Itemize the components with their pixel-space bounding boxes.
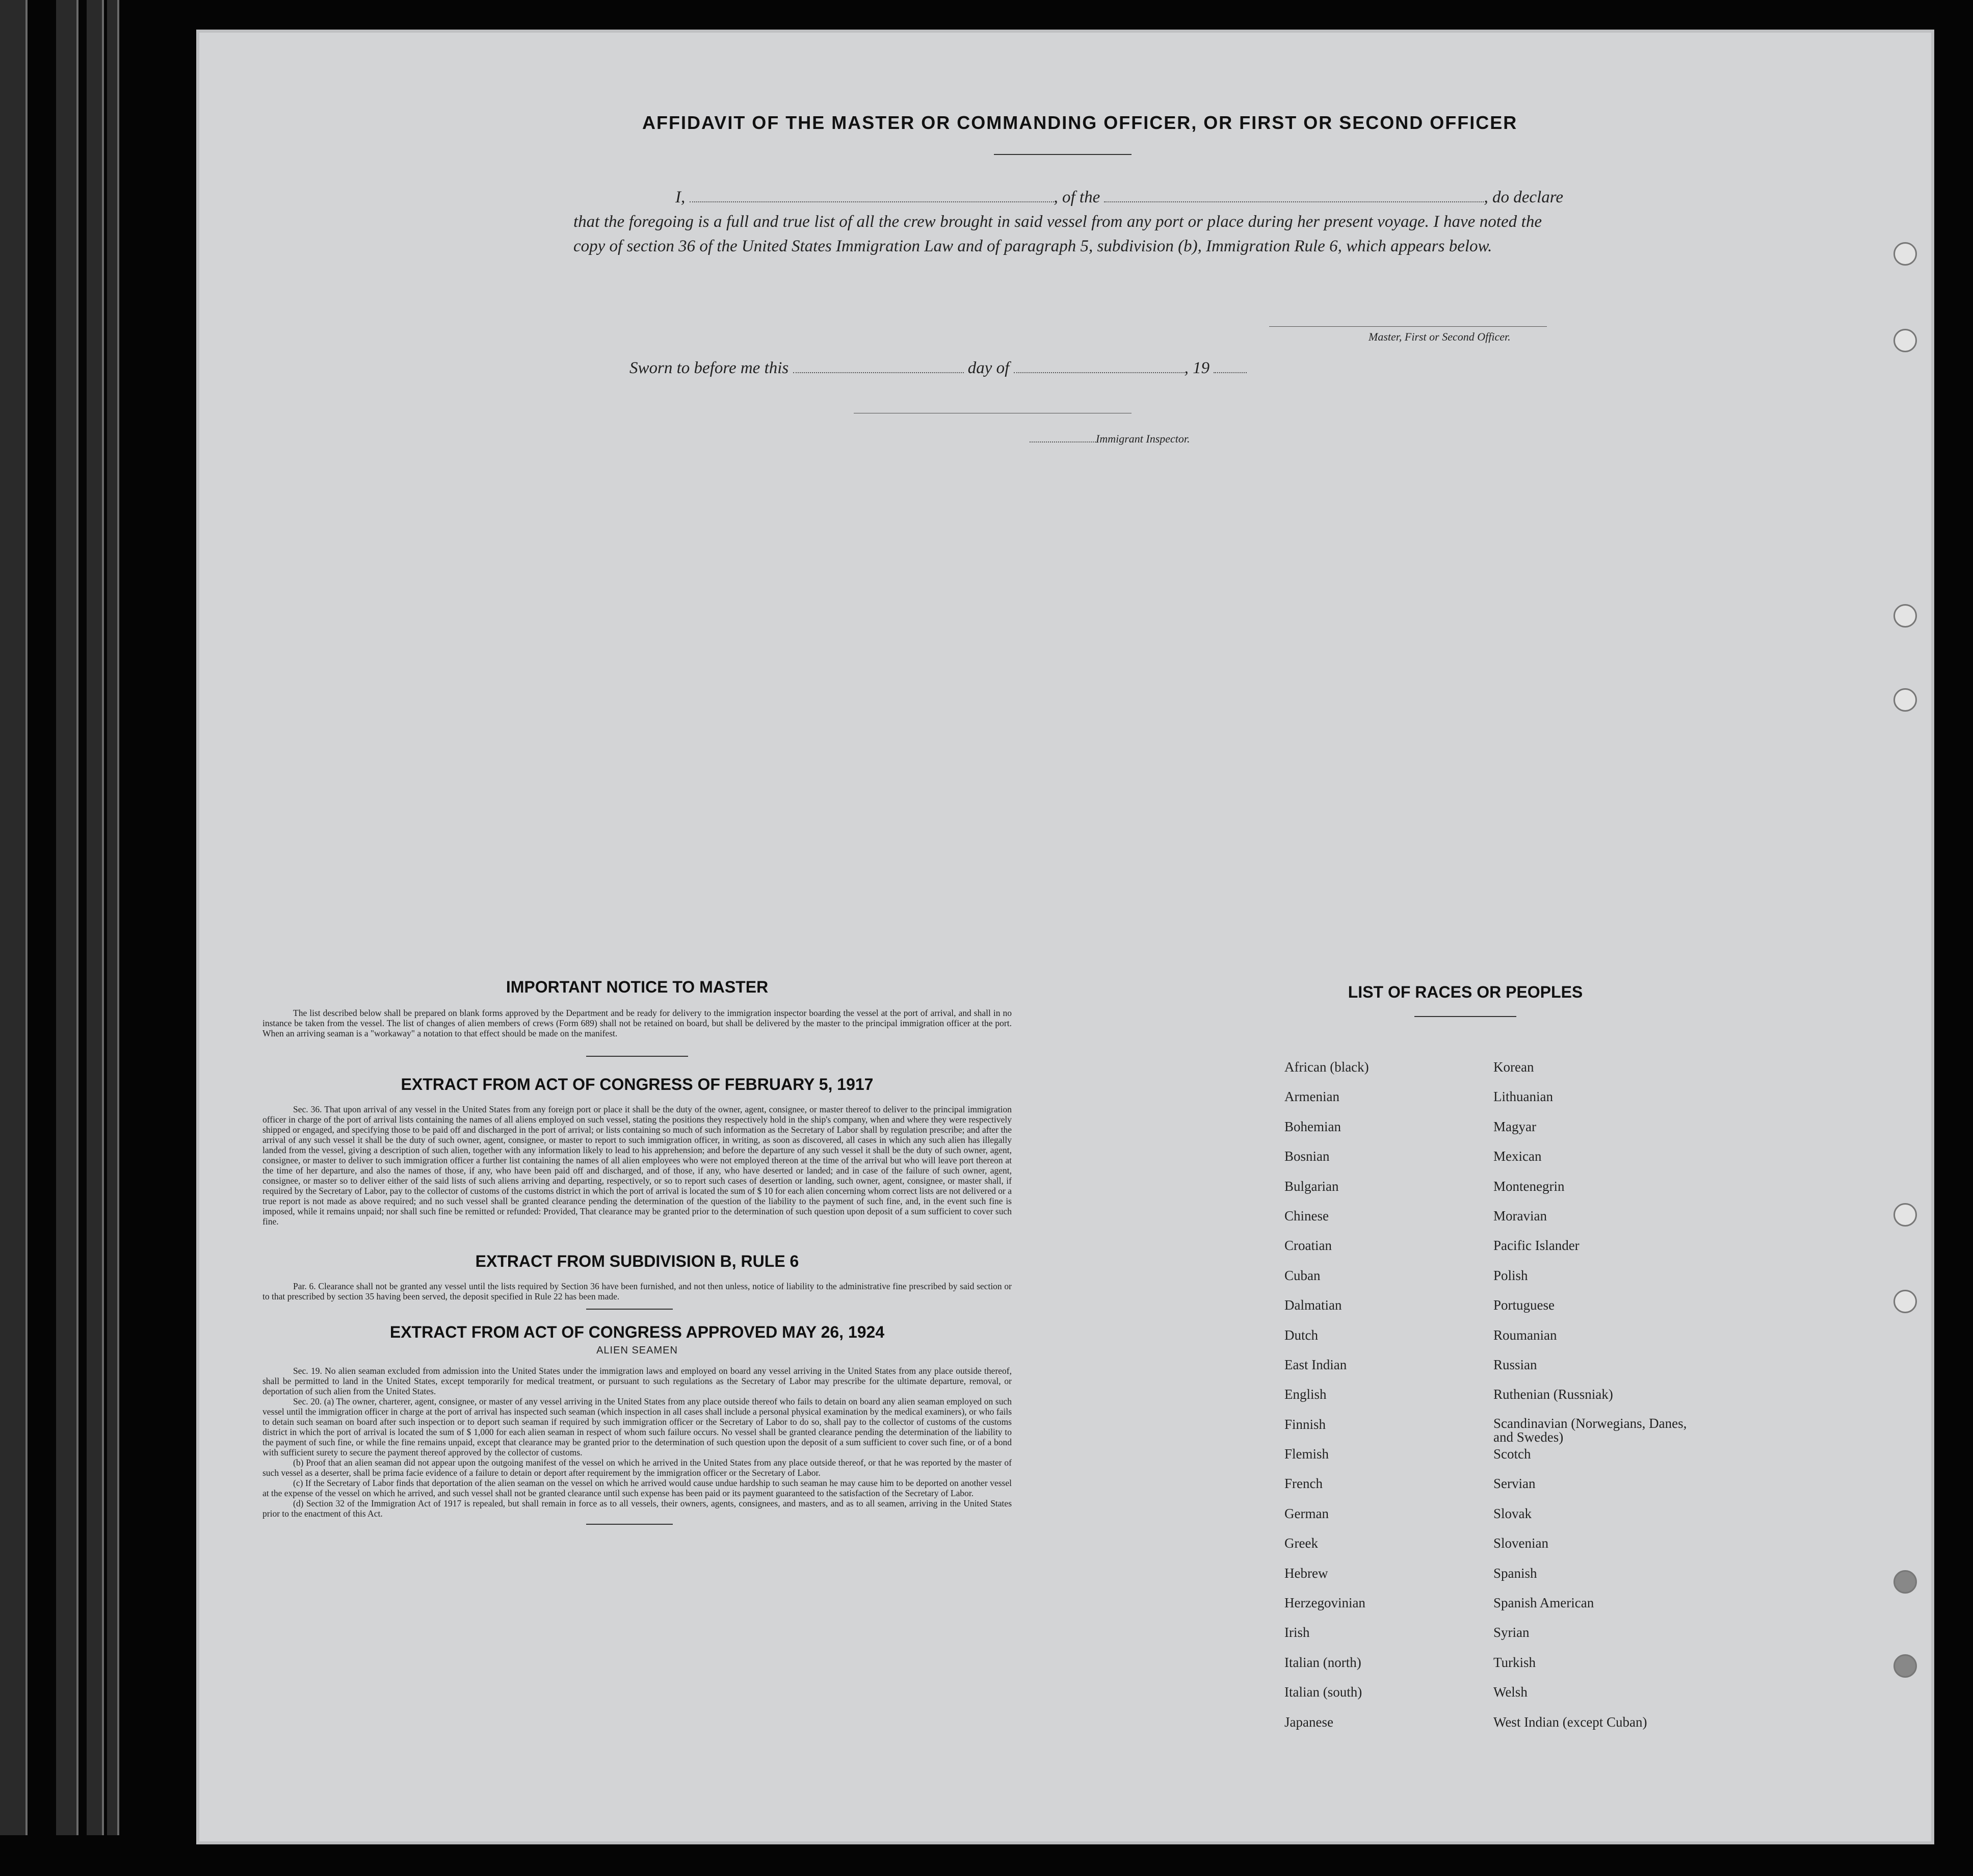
race-item: Flemish	[1284, 1446, 1329, 1462]
notice-text	[262, 1008, 1012, 1038]
sworn-month-blank[interactable]	[1014, 372, 1185, 373]
race-item: Slovak	[1493, 1505, 1532, 1521]
race-item: Polish	[1493, 1267, 1528, 1283]
race-item: Bosnian	[1284, 1149, 1330, 1164]
affidavit-body: that the foregoing is a full and true list of all the crew brought in said vessel from any port or place during her present voyage. I have noted the copy of section 36 of the United States Immigration Law and of paragraph 5, subdivision (b), Immigration Rule 6, which appears below.	[573, 213, 1542, 255]
punch-hole	[1893, 329, 1917, 352]
race-item: Slovenian	[1493, 1535, 1548, 1551]
race-item: Servian	[1493, 1476, 1536, 1492]
race-item: Spanish American	[1493, 1595, 1594, 1611]
extract-1924-paragraph: Sec. 19. No alien seaman excluded from admission into the United States under the immigration laws and employed on board any vessel arriving in the United States from any place outside thereof, shall be permitted to land in the United States, except temporarily for medical treatment, or pursuant to such regulations as the Secretary of Labor may prescribe for the ultimate departure, removal, or deportation of such alien from the United States.	[262, 1366, 1012, 1396]
of-the-label: , of the	[1054, 188, 1100, 206]
punch-hole	[1893, 242, 1917, 266]
binder-strip	[87, 0, 104, 1835]
name-blank[interactable]	[690, 201, 1054, 202]
vessel-blank[interactable]	[1104, 201, 1484, 202]
race-item: Italian (north)	[1284, 1654, 1361, 1670]
signature-label: Master, First or Second Officer.	[1369, 330, 1511, 343]
extract-1924-paragraph: (d) Section 32 of the Immigration Act of 1917 is repealed, but shall remain in force as to all vessels, their owners, agents, consignees, and masters, and as to all seamen, arriving in the United States prior to the enactment of this Act.	[262, 1498, 1012, 1519]
race-item: Finnish	[1284, 1416, 1326, 1432]
race-item: West Indian (except Cuban)	[1493, 1714, 1647, 1730]
extract-1924-text	[262, 1366, 1012, 1519]
punch-hole	[1893, 1290, 1917, 1313]
binder-strip	[0, 0, 28, 1835]
inspector-blank[interactable]	[1030, 441, 1096, 442]
rule6-text	[262, 1281, 1012, 1301]
notice-paragraph: The list described below shall be prepared on blank forms approved by the Department and be ready for delivery to the immigration inspector boarding the vessel at the port of arrival, and shall in no instance be taken from the vessel. The list of changes of alien members of crews (Form 689) shall not be retained on board, but shall be delivered by the master to the principal immigration officer at the port. When an arriving seaman is a "workaway" a notation to that effect should be made on the manifest.	[262, 1008, 1012, 1038]
race-item: English	[1284, 1387, 1327, 1402]
extract-1917-text	[262, 1104, 1012, 1227]
race-item: Turkish	[1493, 1654, 1536, 1670]
race-item: Mexican	[1493, 1149, 1542, 1164]
section-divider	[586, 1524, 673, 1525]
extract-1924-paragraph: (c) If the Secretary of Labor finds that deportation of the alien seaman on the vessel on which he arrived would cause undue hardship to such seaman he may cause him to be deported on another vessel at the expense of the vessel on which he arrived, and such vessel shall not be granted clearance until such expense has been paid or its payment guaranteed to the satisfaction of the Secretary of Labor.	[262, 1478, 1012, 1498]
alien-seamen-subheading: ALIEN SEAMEN	[596, 1345, 678, 1356]
race-item: Portuguese	[1493, 1297, 1555, 1313]
race-item: Russian	[1493, 1357, 1537, 1372]
race-item: Spanish	[1493, 1565, 1537, 1581]
punch-hole	[1893, 1654, 1917, 1678]
race-item: Moravian	[1493, 1208, 1547, 1223]
extract-1924-paragraph: (b) Proof that an alien seaman did not appear upon the outgoing manifest of the vessel on which he arrived in the United States from any place outside thereof, or that he was reported by the master of such vessel as a deserter, shall be prima facie evidence of a failure to detain or deport after requirement by the immigration officer or the Secretary of Labor.	[262, 1457, 1012, 1478]
race-item: Herzegovinian	[1284, 1595, 1365, 1611]
race-item: Italian (south)	[1284, 1684, 1362, 1700]
signature-line[interactable]	[1269, 326, 1547, 327]
races-column-1	[1284, 1059, 1369, 1744]
race-item: Magyar	[1493, 1118, 1536, 1134]
binder-strip	[56, 0, 78, 1835]
race-item: East Indian	[1284, 1357, 1347, 1372]
sworn-year-blank[interactable]	[1214, 372, 1247, 373]
race-item: Welsh	[1493, 1684, 1528, 1700]
sworn-line	[629, 356, 1292, 380]
races-column-2	[1493, 1059, 1697, 1744]
sworn-day-of: day of	[967, 359, 1010, 377]
race-item: Cuban	[1284, 1267, 1321, 1283]
rule6-heading: EXTRACT FROM SUBDIVISION B, RULE 6	[475, 1252, 799, 1270]
extract-1924-heading: EXTRACT FROM ACT OF CONGRESS APPROVED MAY 26, 1924	[389, 1323, 885, 1341]
punch-hole	[1893, 688, 1917, 712]
affidavit-title: AFFIDAVIT OF THE MASTER OR COMMANDING OFFICER, OR FIRST OR SECOND OFFICER	[642, 112, 1518, 133]
race-item: Bulgarian	[1284, 1178, 1339, 1194]
races-heading: LIST OF RACES OR PEOPLES	[1348, 983, 1583, 1001]
races-divider	[1414, 1016, 1516, 1017]
section-divider	[586, 1056, 688, 1057]
race-item: Greek	[1284, 1535, 1318, 1551]
legal-column	[262, 978, 1012, 1525]
sworn-day-blank[interactable]	[793, 372, 964, 373]
punch-hole	[1893, 1203, 1917, 1227]
race-item: Dutch	[1284, 1327, 1318, 1343]
race-item: Roumanian	[1493, 1327, 1557, 1343]
race-item: Croatian	[1284, 1238, 1332, 1254]
race-item: Hebrew	[1284, 1565, 1328, 1581]
do-declare-label: , do declare	[1484, 188, 1563, 206]
race-item: Pacific Islander	[1493, 1238, 1580, 1254]
race-item: Dalmatian	[1284, 1297, 1342, 1313]
punch-hole	[1893, 604, 1917, 628]
title-rule	[994, 154, 1132, 155]
race-item: Bohemian	[1284, 1118, 1341, 1134]
affidavit-declaration-line	[629, 185, 1743, 210]
i-label: I,	[675, 188, 686, 206]
rule6-paragraph: Par. 6. Clearance shall not be granted any vessel until the lists required by Section 36 have been furnished, and not then unless, notice of liability to the administrative fine prescribed by said section or to that prescribed by section 35 having been served, the deposit specified in Rule 22 has been made.	[262, 1281, 1012, 1301]
extract-1917-paragraph: Sec. 36. That upon arrival of any vessel in the United States from any foreign port or place it shall be the duty of the owner, agent, consignee, or master thereof to deliver to the principal immigration officer in charge of the port of arrival lists containing the names of all aliens employed on such vessel, stating the positions they respectively hold in the ship's company, when and where they were respectively shipped or engaged, and specifying those to be paid off and discharged in the port of arrival; or lists containing so much of such information as the Secretary of Labor shall by regulation prescribe; and after the arrival of any such vessel it shall be the duty of such owner, agent, consignee, or master to report to such immigration officer, in writing, as soon as discovered, all cases in which any such alien has illegally landed from the vessel, giving a description of such alien, together with any information likely to lead to his apprehension; and before the departure of any such vessel it shall be the duty of such owner, agent, consignee, or master to deliver to such immigration officer a further list containing the names of all alien employees who were not employed thereon at the time of the arrival but who will leave port thereon at the time of her departure, and also the names of those, if any, who have been paid off and discharged, and of those, if any, who have deserted or landed; and in case of the failure of such owner, agent, consignee, or master so to deliver either of the said lists of such aliens arriving and departing, respectively, or so to report such cases of desertion or landing, such owner, agent, consignee, or master shall, if required by the Secretary of Labor, pay to the collector of customs of the customs district in which the port of arrival is located the sum of $ 10 for each alien concerning whom correct lists are not delivered or a true report is not made as above required; and no such vessel shall be granted clearance pending the determination of the question of the liability to the payment of such fine, and, in the event such fine is imposed, while it remains unpaid; nor shall such fine be remitted or refunded: Provided, That clearance may be granted prior to the determination of such question upon deposit of a sum sufficient to cover such fine.	[262, 1104, 1012, 1227]
race-item: Chinese	[1284, 1208, 1329, 1223]
race-item: Lithuanian	[1493, 1089, 1553, 1105]
race-item: Armenian	[1284, 1089, 1339, 1105]
extract-1917-heading: EXTRACT FROM ACT OF CONGRESS OF FEBRUARY 5, 1917	[401, 1075, 874, 1093]
section-divider	[586, 1309, 673, 1310]
sworn-year: , 19	[1184, 359, 1210, 377]
inspector-label: Immigrant Inspector.	[1096, 432, 1190, 445]
race-item: African (black)	[1284, 1059, 1369, 1075]
race-item: Irish	[1284, 1625, 1310, 1640]
document-page	[196, 30, 1934, 1844]
race-item: Scandinavian (Norwegians, Danes, and Swedes)	[1493, 1415, 1687, 1445]
extract-1924-paragraph: Sec. 20. (a) The owner, charterer, agent, consignee, or master of any vessel arriving in the United States from any place outside thereof who fails to detain on board any alien seaman employed on such vessel until the immigration officer in charge at the port of arrival has inspected such seaman (which inspection in all cases shall include a personal physical examination by the medical examiners), or who fails to detain such seaman on board after such inspection or to deport such seaman if required by such immigration officer or the Secretary of Labor to do so, shall pay to the collector of customs of the customs district in which the port of arrival is located the sum of $ 1,000 for each alien seaman in respect of whom such failure occurs. No vessel shall be granted clearance pending the determination of the liability to the payment of such fine, or while the fine remains unpaid, except that clearance may be granted prior to the determination of such question upon the deposit of a sum sufficient to cover such fine, or of a bond with sufficient surety to secure the payment thereof approved by the collector of customs.	[262, 1396, 1012, 1457]
race-item: Syrian	[1493, 1625, 1530, 1640]
race-item: Japanese	[1284, 1714, 1333, 1730]
sworn-prefix: Sworn to before me this	[629, 359, 789, 377]
race-item: French	[1284, 1476, 1323, 1492]
race-item: German	[1284, 1505, 1329, 1521]
race-item: Montenegrin	[1493, 1178, 1565, 1194]
race-item: Scotch	[1493, 1446, 1531, 1462]
race-item: Ruthenian (Russniak)	[1493, 1387, 1613, 1402]
inspector-line	[1030, 432, 1190, 446]
punch-hole	[1893, 1570, 1917, 1594]
binder-strip	[107, 0, 119, 1835]
notice-heading: IMPORTANT NOTICE TO MASTER	[506, 978, 769, 996]
race-item: Korean	[1493, 1059, 1534, 1075]
